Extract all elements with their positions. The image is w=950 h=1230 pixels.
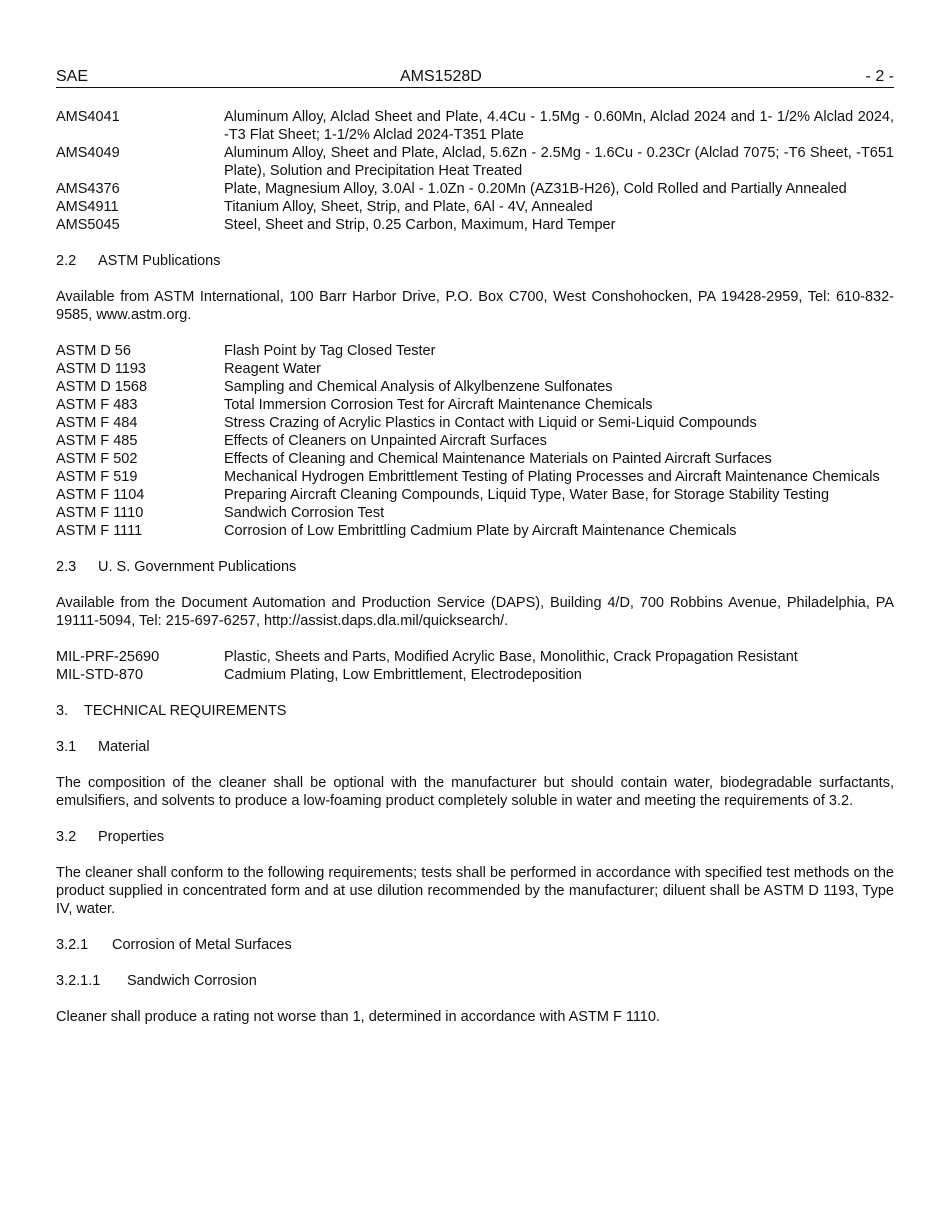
section-heading-2-3: [56, 558, 894, 576]
reference-title: Plate, Magnesium Alloy, 3.0Al - 1.0Zn - 0.20Mn (AZ31B-H26), Cold Rolled and Partially Annealed: [224, 181, 847, 197]
reference-code: AMS4911: [56, 199, 119, 215]
reference-code: MIL-STD-870: [56, 667, 144, 683]
reference-row: [56, 414, 894, 432]
section-heading-3-2-1-1: [56, 972, 894, 990]
reference-code: AMS5045: [56, 217, 120, 233]
reference-code: ASTM F 484: [56, 415, 138, 431]
reference-title: Preparing Aircraft Cleaning Compounds, Liquid Type, Water Base, for Storage Stability Testing: [224, 487, 830, 503]
section-title: U. S. Government Publications: [98, 559, 297, 575]
section-number: 3.1: [56, 739, 77, 755]
reference-row: [56, 180, 894, 198]
reference-title: Aluminum Alloy, Sheet and Plate, Alclad, 5.6Zn - 2.5Mg - 1.6Cu - 0.23Cr (Alclad 7075; -T6 Sheet, -T651 Plate), Solution and Precipitation Heat Treated: [224, 145, 894, 179]
reference-row: [56, 360, 894, 378]
reference-title: Sampling and Chemical Analysis of Alkylbenzene Sulfonates: [224, 379, 613, 395]
section-heading-2-2: [56, 252, 894, 270]
section-number: 2.3: [56, 559, 77, 575]
astm-availability-paragraph: Available from ASTM International, 100 Barr Harbor Drive, P.O. Box C700, West Conshohocken, PA 19428-2959, Tel: 610-832-9585, www.astm.org.: [56, 289, 894, 323]
sandwich-corrosion-paragraph: Cleaner shall produce a rating not worse than 1, determined in accordance with ASTM F 1110.: [56, 1009, 660, 1025]
reference-row: [56, 144, 894, 180]
daps-availability-paragraph: Available from the Document Automation and Production Service (DAPS), Building 4/D, 700 Robbins Avenue, Philadelphia, PA 19111-5094, Tel: 215-697-6257, http://assist.daps.dla.mil/quicksearch/.: [56, 595, 894, 629]
section-title: Material: [98, 739, 150, 755]
section-heading-3-1: [56, 738, 894, 756]
section-number: 3.: [56, 703, 69, 719]
reference-code: AMS4041: [56, 109, 120, 125]
reference-row: [56, 108, 894, 144]
reference-title: Sandwich Corrosion Test: [224, 505, 385, 521]
reference-row: [56, 378, 894, 396]
reference-code: ASTM D 56: [56, 343, 131, 359]
header-doc-number: AMS1528D: [400, 68, 482, 85]
material-paragraph: The composition of the cleaner shall be optional with the manufacturer but should contain water, biodegradable surfactants, emulsifiers, and solvents to produce a low-foaming product completely soluble in water and meeting the requirements of 3.2.: [56, 775, 894, 809]
reference-row: [56, 468, 894, 486]
reference-row: [56, 396, 894, 414]
header-page-number: - 2 -: [865, 68, 894, 85]
ams-reference-list: [56, 108, 894, 234]
section-title: Sandwich Corrosion: [127, 973, 257, 989]
reference-title: Aluminum Alloy, Alclad Sheet and Plate, 4.4Cu - 1.5Mg - 0.60Mn, Alclad 2024 and 1- 1/2% Alclad 2024, -T3 Flat Sheet; 1-1/2% Alclad 2024-T351 Plate: [224, 109, 894, 143]
reference-code: AMS4376: [56, 181, 120, 197]
reference-row: [56, 648, 894, 666]
reference-title: Steel, Sheet and Strip, 0.25 Carbon, Maximum, Hard Temper: [224, 217, 616, 233]
section-number: 2.2: [56, 253, 77, 269]
section-number: 3.2: [56, 829, 77, 845]
section-title: Corrosion of Metal Surfaces: [112, 937, 292, 953]
reference-title: Corrosion of Low Embrittling Cadmium Plate by Aircraft Maintenance Chemicals: [224, 523, 737, 539]
reference-title: Stress Crazing of Acrylic Plastics in Contact with Liquid or Semi-Liquid Compounds: [224, 415, 757, 431]
reference-code: ASTM D 1568: [56, 379, 148, 395]
reference-row: [56, 216, 894, 234]
government-reference-list: [56, 648, 894, 684]
reference-row: [56, 522, 894, 540]
header-org: SAE: [56, 68, 89, 85]
reference-code: ASTM F 502: [56, 451, 138, 467]
reference-title: Plastic, Sheets and Parts, Modified Acrylic Base, Monolithic, Crack Propagation Resistant: [224, 649, 798, 665]
section-heading-3-2-1: [56, 936, 894, 954]
reference-code: ASTM D 1193: [56, 361, 146, 377]
section-heading-3-2: [56, 828, 894, 846]
section-title: Properties: [98, 829, 165, 845]
reference-row: [56, 342, 894, 360]
astm-reference-list: [56, 342, 894, 540]
reference-row: [56, 432, 894, 450]
document-page: [56, 68, 894, 1026]
reference-code: ASTM F 1104: [56, 487, 145, 503]
reference-code: ASTM F 519: [56, 469, 138, 485]
reference-title: Reagent Water: [224, 361, 321, 377]
reference-title: Mechanical Hydrogen Embrittlement Testing of Plating Processes and Aircraft Maintenance Chemicals: [224, 469, 880, 485]
section-number: 3.2.1: [56, 937, 89, 953]
reference-title: Effects of Cleaners on Unpainted Aircraft Surfaces: [224, 433, 547, 449]
reference-title: Cadmium Plating, Low Embrittlement, Electrodeposition: [224, 667, 582, 683]
reference-code: ASTM F 485: [56, 433, 138, 449]
reference-code: ASTM F 1111: [56, 523, 143, 539]
reference-title: Titanium Alloy, Sheet, Strip, and Plate, 6Al - 4V, Annealed: [224, 199, 593, 215]
section-number: 3.2.1.1: [56, 973, 101, 989]
reference-row: [56, 666, 894, 684]
section-heading-3: [56, 702, 894, 720]
reference-code: MIL-PRF-25690: [56, 649, 160, 665]
reference-title: Effects of Cleaning and Chemical Maintenance Materials on Painted Aircraft Surfaces: [224, 451, 772, 467]
properties-paragraph: The cleaner shall conform to the following requirements; tests shall be performed in accordance with specified test methods on the product supplied in concentrated form and at use dilution recommended by the manufacturer; diluent shall be ASTM D 1193, Type IV, water.: [56, 865, 894, 917]
reference-code: ASTM F 483: [56, 397, 138, 413]
reference-code: ASTM F 1110: [56, 505, 144, 521]
reference-row: [56, 486, 894, 504]
section-title: ASTM Publications: [98, 253, 221, 269]
reference-code: AMS4049: [56, 145, 120, 161]
reference-row: [56, 504, 894, 522]
section-title: TECHNICAL REQUIREMENTS: [84, 703, 287, 719]
reference-title: Total Immersion Corrosion Test for Aircraft Maintenance Chemicals: [224, 397, 653, 413]
reference-row: [56, 198, 894, 216]
reference-title: Flash Point by Tag Closed Tester: [224, 343, 436, 359]
page-header: [56, 68, 894, 88]
reference-row: [56, 450, 894, 468]
